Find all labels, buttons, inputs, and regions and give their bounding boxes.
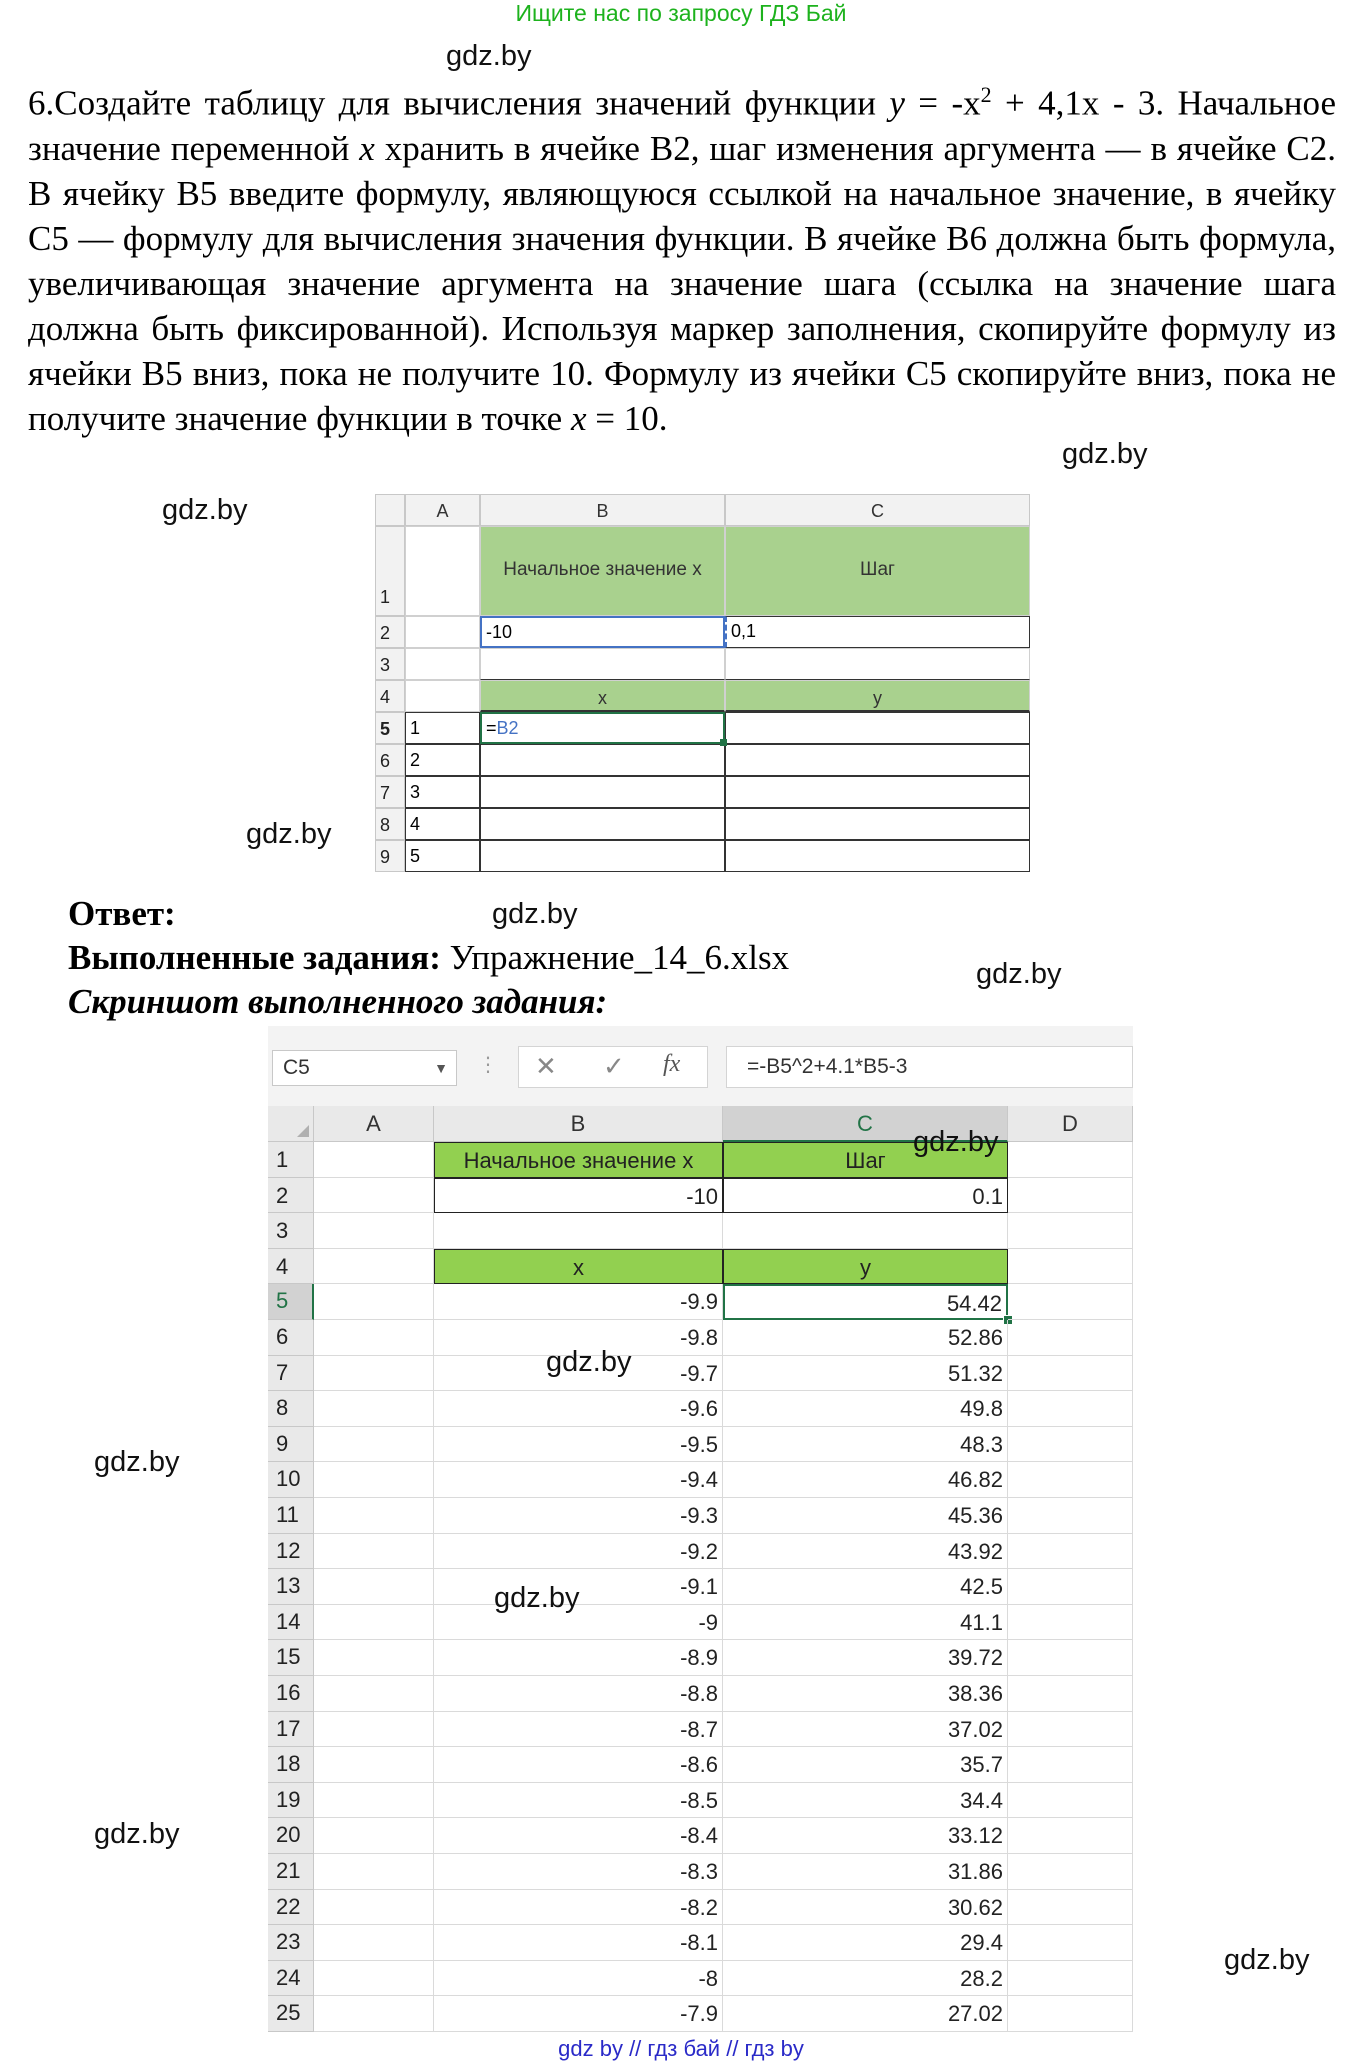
cell-d1	[1008, 1142, 1133, 1178]
cell-a4	[314, 1249, 434, 1285]
cell-d	[1008, 1498, 1133, 1534]
cell-d	[1008, 1854, 1133, 1890]
cell-y-value: 39.72	[723, 1640, 1008, 1676]
row-header: 2	[375, 616, 405, 648]
cell-a	[314, 1462, 434, 1498]
cell-y-value: 45.36	[723, 1498, 1008, 1534]
watermark: gdz.by	[94, 1818, 180, 1850]
cell-y-value: 30.62	[723, 1890, 1008, 1926]
cell-a	[314, 1320, 434, 1356]
cell-x-value: -9.5	[434, 1427, 723, 1463]
row-header[interactable]: 15	[268, 1640, 314, 1676]
task-text	[28, 72, 1336, 441]
task-rest2: хранить в ячейке B2, шаг изменения аргумента — в ячейке C2. В ячейку B5 введите формулу, являющуюся ссылкой на начальное значение, в ячейку C5 — формулу для вычисления значения функции. В ячейке B6 должна быть формула, увеличивающая значение аргумента на значение шага (ссылка на значение шага должна быть фиксированной). Используя маркер заполнения, скопируйте формулу из ячейки B5 вниз, пока не получите 10. Формулу из ячейки C5 скопируйте вниз, пока не получите значение функции в точке	[28, 128, 1336, 438]
cell-b2: -10	[434, 1178, 723, 1214]
row-header[interactable]: 24	[268, 1961, 314, 1997]
cell-b3	[480, 648, 725, 680]
cell-a	[314, 1284, 434, 1320]
row-header[interactable]: 25	[268, 1996, 314, 2032]
cell-d	[1008, 1427, 1133, 1463]
cell-y-value: 34.4	[723, 1783, 1008, 1819]
cell-a1	[314, 1142, 434, 1178]
done-label: Выполненные задания:	[68, 938, 441, 977]
task-spreadsheet	[375, 494, 1030, 874]
row-header: 4	[375, 680, 405, 712]
cell-b1: Начальное значение x	[480, 526, 725, 616]
cell-y-value: 31.86	[723, 1854, 1008, 1890]
cell-d	[1008, 1462, 1133, 1498]
task-rest1: + 4,1x - 3. Начальное значение переменной	[28, 83, 1337, 168]
cell-x-value: -9	[434, 1605, 723, 1641]
cell-d	[1008, 1569, 1133, 1605]
cell-a8: 4	[405, 808, 480, 840]
cell-x-value: -9.6	[434, 1391, 723, 1427]
task-var-x2: x	[570, 398, 587, 438]
col-header-a[interactable]: A	[314, 1106, 434, 1142]
row-header[interactable]: 1	[268, 1142, 314, 1178]
cell-a5: 1	[405, 712, 480, 744]
watermark: gdz.by	[246, 818, 332, 850]
cell-y-value: 46.82	[723, 1462, 1008, 1498]
cell-y-value: 41.1	[723, 1605, 1008, 1641]
cell-a	[314, 1996, 434, 2032]
cell-c1: Шаг	[725, 526, 1030, 616]
cell-c7	[725, 776, 1030, 808]
top-banner[interactable]: Ищите нас по запросу ГДЗ Бай	[515, 0, 847, 26]
cell-d	[1008, 1925, 1133, 1961]
watermark: gdz.by	[94, 1446, 180, 1478]
cell-d	[1008, 1783, 1133, 1819]
formula-buttons	[518, 1046, 708, 1088]
cell-y-value: 43.92	[723, 1534, 1008, 1570]
col-header-c: C	[725, 494, 1030, 526]
watermark: gdz.by	[446, 40, 532, 72]
cell-d	[1008, 1391, 1133, 1427]
cell-c4: y	[725, 680, 1030, 712]
watermark: gdz.by	[976, 958, 1062, 990]
cell-d	[1008, 1818, 1133, 1854]
answer-label: Ответ:	[68, 894, 176, 933]
cell-y-value: 52.86	[723, 1320, 1008, 1356]
cell-x-value: -8.7	[434, 1712, 723, 1748]
cell-d	[1008, 1605, 1133, 1641]
cell-a2	[314, 1178, 434, 1214]
cell-c3	[723, 1213, 1008, 1249]
cell-y-value: 28.2	[723, 1961, 1008, 1997]
cell-b6	[480, 744, 725, 776]
col-header-a: A	[405, 494, 480, 526]
name-box-value: C5	[283, 1056, 310, 1079]
watermark: gdz.by	[913, 1126, 999, 1158]
formula-bar	[268, 1026, 1133, 1106]
cell-x-value: -8.3	[434, 1854, 723, 1890]
cell-d2	[1008, 1178, 1133, 1214]
row-header[interactable]: 5	[268, 1284, 314, 1320]
row-header[interactable]: 17	[268, 1712, 314, 1748]
cell-d	[1008, 1284, 1133, 1320]
cell-b4: x	[434, 1249, 723, 1285]
row-header[interactable]: 2	[268, 1178, 314, 1214]
cell-d	[1008, 1320, 1133, 1356]
cell-b5-formula[interactable]	[480, 712, 725, 744]
row-header: 7	[375, 776, 405, 808]
cancel-icon[interactable]: ✕	[535, 1051, 557, 1081]
col-header-d[interactable]: D	[1008, 1106, 1133, 1142]
screenshot-label: Скриншот выполненного задания:	[68, 982, 608, 1021]
cell-a	[314, 1925, 434, 1961]
cell-a6: 2	[405, 744, 480, 776]
cell-a	[314, 1783, 434, 1819]
cell-c5	[725, 712, 1030, 744]
fill-handle[interactable]	[720, 739, 727, 746]
cell-x-value: -9.1	[434, 1569, 723, 1605]
row-header[interactable]: 3	[268, 1213, 314, 1249]
task-sup: 2	[980, 82, 992, 107]
cell-x-value: -9.3	[434, 1498, 723, 1534]
cell-d3	[1008, 1213, 1133, 1249]
cell-a	[314, 1961, 434, 1997]
cell-a4	[405, 680, 480, 712]
cell-a3	[314, 1213, 434, 1249]
row-header[interactable]: 12	[268, 1534, 314, 1570]
function-icon[interactable]: fx	[663, 1051, 681, 1077]
col-header-b: B	[480, 494, 725, 526]
cell-y-value: 49.8	[723, 1391, 1008, 1427]
cell-d	[1008, 1747, 1133, 1783]
row-header[interactable]: 18	[268, 1747, 314, 1783]
cell-d	[1008, 1996, 1133, 2032]
cell-a2	[405, 616, 480, 648]
row-header[interactable]: 7	[268, 1356, 314, 1392]
watermark: gdz.by	[546, 1346, 632, 1378]
cell-a	[314, 1356, 434, 1392]
row-header[interactable]: 16	[268, 1676, 314, 1712]
cell-c3	[725, 648, 1030, 680]
formula-eq: =	[486, 718, 497, 738]
cell-d	[1008, 1676, 1133, 1712]
row-header[interactable]: 13	[268, 1569, 314, 1605]
cell-c2: 0.1	[723, 1178, 1008, 1214]
cell-x-value: -8.9	[434, 1640, 723, 1676]
cell-a	[314, 1534, 434, 1570]
result-spreadsheet	[268, 1026, 1133, 2046]
cell-y-value: 27.02	[723, 1996, 1008, 2032]
row-header: 3	[375, 648, 405, 680]
watermark: gdz.by	[1062, 438, 1148, 470]
cell-c8	[725, 808, 1030, 840]
row-header[interactable]: 23	[268, 1925, 314, 1961]
name-box[interactable]	[272, 1050, 457, 1086]
cell-c9	[725, 840, 1030, 872]
row-header[interactable]: 4	[268, 1249, 314, 1285]
cell-c6	[725, 744, 1030, 776]
row-header[interactable]: 22	[268, 1890, 314, 1926]
row-header[interactable]: 10	[268, 1462, 314, 1498]
row-header[interactable]: 6	[268, 1320, 314, 1356]
cell-d	[1008, 1712, 1133, 1748]
row-header: 1	[375, 526, 405, 616]
row-header[interactable]: 8	[268, 1391, 314, 1427]
cell-a	[314, 1890, 434, 1926]
row-header[interactable]: 11	[268, 1498, 314, 1534]
cell-a1	[405, 526, 480, 616]
cell-c5-selected[interactable]: 54.42	[723, 1284, 1008, 1320]
cell-x-value: -9.9	[434, 1284, 723, 1320]
cell-c2: 0,1	[725, 616, 1030, 648]
cell-x-value: -9.7	[434, 1356, 723, 1392]
cell-c4: y	[723, 1249, 1008, 1285]
cell-x-value: -8.8	[434, 1676, 723, 1712]
done-line	[68, 936, 789, 980]
cell-d	[1008, 1961, 1133, 1997]
cell-a3	[405, 648, 480, 680]
task-var-x: x	[359, 128, 375, 168]
cell-y-value: 29.4	[723, 1925, 1008, 1961]
cell-x-value: -8.1	[434, 1925, 723, 1961]
cell-a	[314, 1605, 434, 1641]
cell-d	[1008, 1534, 1133, 1570]
watermark: gdz.by	[494, 1582, 580, 1614]
cell-y-value: 38.36	[723, 1676, 1008, 1712]
watermark: gdz.by	[162, 494, 248, 526]
cell-x-value: -8.5	[434, 1783, 723, 1819]
row-header: 5	[375, 712, 405, 744]
watermark: gdz.by	[1224, 1944, 1310, 1976]
cell-y-value: 42.5	[723, 1569, 1008, 1605]
row-header[interactable]: 20	[268, 1818, 314, 1854]
cell-b3	[434, 1213, 723, 1249]
task-intro: 6.Создайте таблицу для вычисления значений функции	[28, 83, 890, 123]
row-header[interactable]: 19	[268, 1783, 314, 1819]
cell-x-value: -8.2	[434, 1890, 723, 1926]
cell-x-value: -7.9	[434, 1996, 723, 2032]
task-end: = 10.	[586, 398, 668, 438]
cell-a	[314, 1818, 434, 1854]
cell-x-value: -9.8	[434, 1320, 723, 1356]
task-eq: = -x	[904, 83, 981, 123]
cell-b9	[480, 840, 725, 872]
formula-ref: B2	[496, 718, 519, 738]
answer-block	[68, 892, 789, 1024]
task-var-y: y	[889, 83, 905, 123]
cell-b2: -10	[480, 616, 725, 648]
cell-a	[314, 1712, 434, 1748]
cell-d	[1008, 1890, 1133, 1926]
cell-x-value: -8	[434, 1961, 723, 1997]
cell-c1: Шаг	[723, 1142, 1008, 1178]
cell-a	[314, 1854, 434, 1890]
formula-input[interactable]: =-B5^2+4.1*B5-3	[726, 1046, 1133, 1088]
cell-a	[314, 1498, 434, 1534]
cell-a	[314, 1747, 434, 1783]
row-header[interactable]: 14	[268, 1605, 314, 1641]
cell-x-value: -8.6	[434, 1747, 723, 1783]
done-file: Упражнение_14_6.xlsx	[449, 938, 790, 977]
cell-b1: Начальное значение x	[434, 1142, 723, 1178]
cell-y-value: 51.32	[723, 1356, 1008, 1392]
cell-d4	[1008, 1249, 1133, 1285]
row-header[interactable]: 21	[268, 1854, 314, 1890]
cell-a9: 5	[405, 840, 480, 872]
row-header: 9	[375, 840, 405, 872]
confirm-icon[interactable]: ✓	[603, 1051, 625, 1081]
col-header-c[interactable]: C	[723, 1106, 1008, 1142]
footer-links[interactable]: gdz by // гдз бай // гдз by	[558, 2036, 804, 2061]
cell-b4: x	[480, 680, 725, 712]
watermark: gdz.by	[492, 898, 578, 930]
cell-x-value: -8.4	[434, 1818, 723, 1854]
cell-x-value: -9.2	[434, 1534, 723, 1570]
chevron-down-icon: ▼	[434, 1060, 448, 1076]
cell-y-value: 35.7	[723, 1747, 1008, 1783]
row-header[interactable]: 9	[268, 1427, 314, 1463]
corner-cell	[375, 494, 405, 526]
cell-a	[314, 1569, 434, 1605]
row-header: 8	[375, 808, 405, 840]
cell-a	[314, 1391, 434, 1427]
cell-x-value: -9.4	[434, 1462, 723, 1498]
cell-y-value: 48.3	[723, 1427, 1008, 1463]
row-header: 6	[375, 744, 405, 776]
cell-a7: 3	[405, 776, 480, 808]
cell-y-value: 33.12	[723, 1818, 1008, 1854]
col-header-b[interactable]: B	[434, 1106, 723, 1142]
cell-a	[314, 1427, 434, 1463]
cell-b7	[480, 776, 725, 808]
cell-a	[314, 1676, 434, 1712]
cell-b8	[480, 808, 725, 840]
cell-d	[1008, 1356, 1133, 1392]
cell-a	[314, 1640, 434, 1676]
corner-cell	[268, 1106, 314, 1142]
more-icon: ⋮	[478, 1054, 498, 1076]
cell-y-value: 37.02	[723, 1712, 1008, 1748]
cell-d	[1008, 1640, 1133, 1676]
